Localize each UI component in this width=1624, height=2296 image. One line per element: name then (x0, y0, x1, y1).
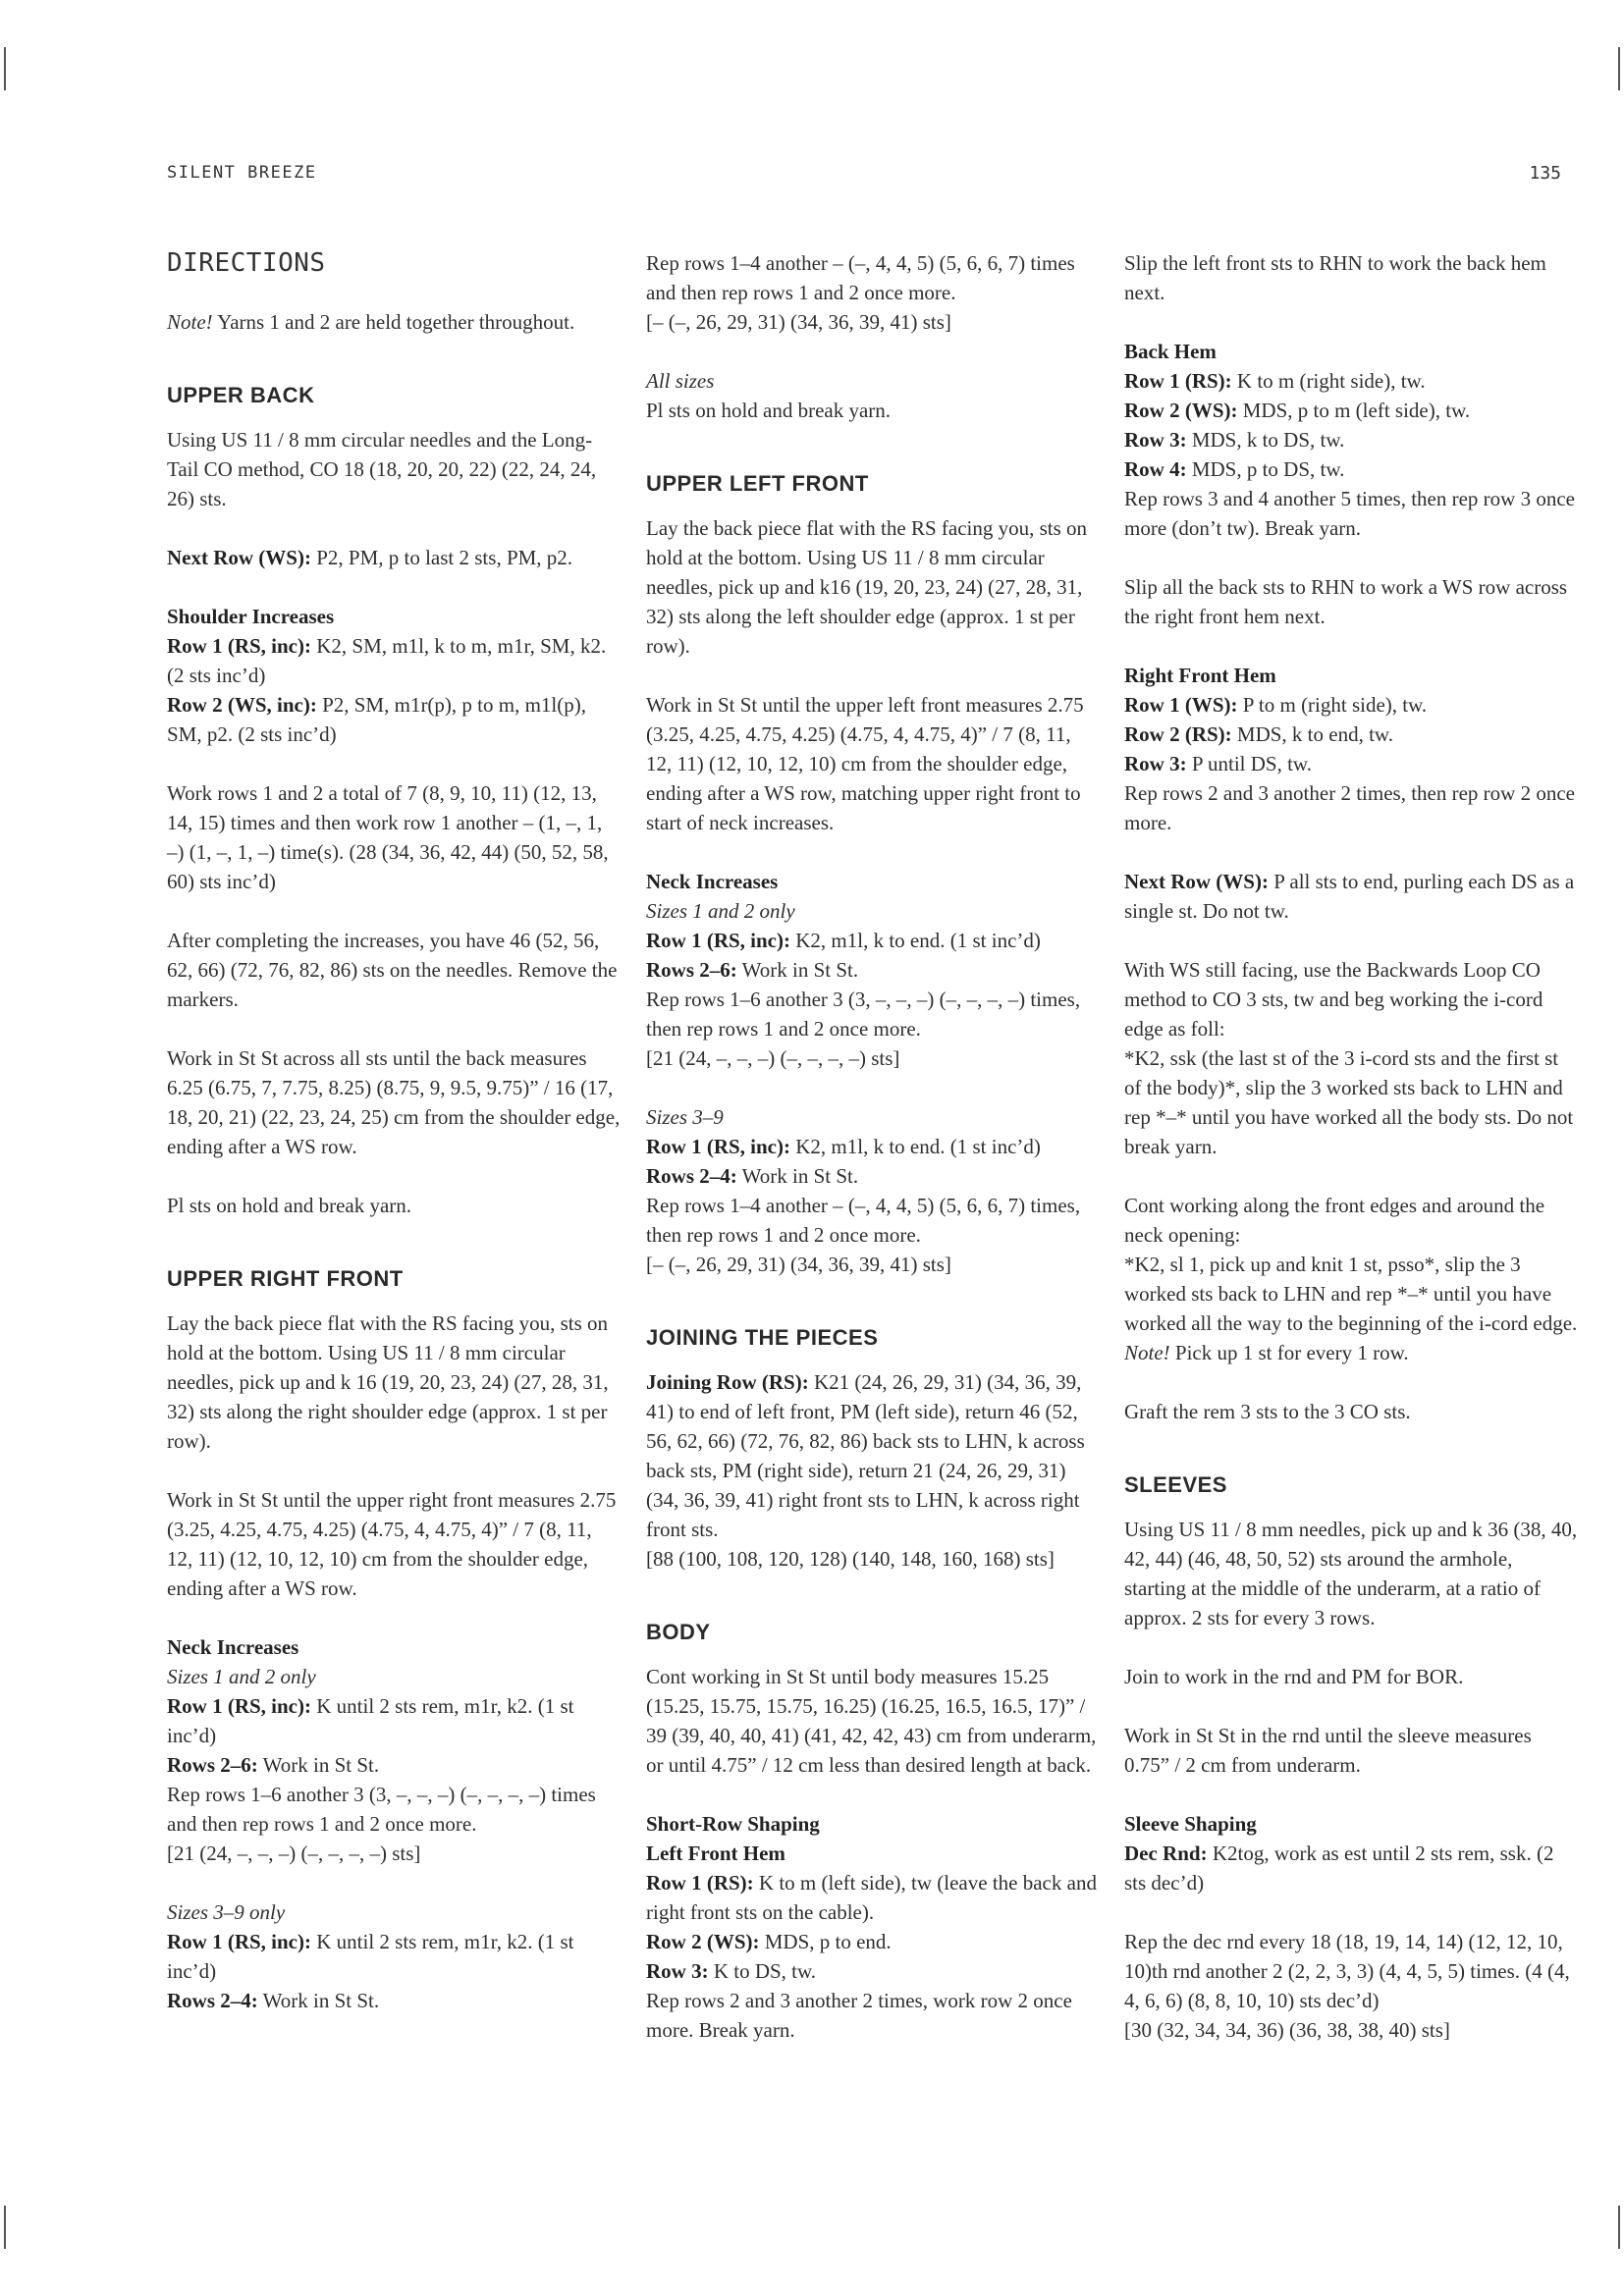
row-label: Row 2 (WS, inc): (167, 693, 317, 717)
short-row-heading: Short-Row Shaping (646, 1812, 820, 1836)
hem-row-3 (1124, 425, 1578, 454)
stitch-count: [30 (32, 34, 34, 36) (36, 38, 38, 40) sts] (1124, 2018, 1450, 2042)
sleeve-shaping (1124, 1809, 1578, 1897)
neck-rows-2-6 (646, 955, 1100, 985)
crop-mark-bottom-right (1618, 2206, 1620, 2249)
row-text: P to m (right side), tw. (1237, 693, 1428, 717)
stitch-count: [88 (100, 108, 120, 128) (140, 148, 160, 168) sts] (646, 1547, 1055, 1571)
icord-repeat: *K2, ssk (the last st of the 3 i-cord sts and the first st of the body)*, slip the 3 worked sts back to LHN and rep *–* until you have worked all the body sts. Do not break yarn. (1124, 1046, 1574, 1158)
neck-increases-heading: Neck Increases (167, 1635, 299, 1659)
row-text: K2, m1l, k to end. (1 st inc’d) (790, 1135, 1041, 1158)
ulf-measure: Work in St St until the upper left front measures 2.75 (3.25, 4.25, 4.75, 4.25) (4.75, 4, 4.75, 4)” / 7 (8, 11, 12, 11) (12, 10, 12, 10) cm from the shoulder edge, ending after a WS row, matching upper right front to start of neck increases. (646, 693, 1084, 834)
row-text: K until 2 sts rem, m1r, k2. (1 st inc’d) (167, 1930, 574, 1983)
row-text: Work in St St. (257, 1989, 380, 2012)
note-label: Note! (1124, 1341, 1170, 1364)
row-label: Row 1 (RS, inc): (646, 1135, 790, 1158)
upper-back-heading: UPPER BACK (167, 383, 315, 407)
slip-left-front: Slip the left front sts to RHN to work the back hem next. (1124, 251, 1546, 304)
upper-right-front-heading: UPPER RIGHT FRONT (167, 1266, 404, 1291)
joining-heading: JOINING THE PIECES (646, 1325, 879, 1350)
neck-row-1 (167, 1691, 621, 1750)
all-sizes (646, 366, 1100, 425)
left-front-hem-heading: Left Front Hem (646, 1842, 785, 1865)
slip-back: Slip all the back sts to RHN to work a WS row across the right front hem next. (1124, 575, 1568, 628)
urf-continued (646, 248, 1100, 337)
row-label: Row 3: (1124, 428, 1187, 452)
row-label: Joining Row (RS): (646, 1370, 809, 1394)
row-label: Row 2 (WS): (1124, 399, 1238, 422)
body-heading: BODY (646, 1620, 711, 1644)
urf-sizes-3-9 (167, 1897, 621, 2015)
row-label: Rows 2–6: (646, 958, 737, 982)
pickup-note (1124, 1338, 1578, 1367)
neck-row-1 (167, 1927, 621, 1986)
icord-setup: With WS still facing, use the Backwards Loop CO method to CO 3 sts, tw and beg working the i-cord edge as foll: (1124, 958, 1543, 1041)
sleeves-heading: SLEEVES (1124, 1472, 1227, 1497)
upper-left-front-heading: UPPER LEFT FRONT (646, 471, 869, 496)
back-hem-heading: Back Hem (1124, 340, 1217, 363)
body-measure: Cont working in St St until body measures 15.25 (15.25, 15.75, 15.75, 16.25) (16.25, 16.5, 16.5, 17)” / 39 (39, 40, 40, 41) (41, 42, 42, 43) cm from underarm, or until 4.75” / 12 cm less than desired length at back. (646, 1665, 1097, 1777)
row-text: K2, m1l, k to end. (1 st inc’d) (790, 929, 1041, 952)
neck-edge (1124, 1191, 1578, 1367)
shoulder-increases-heading: Shoulder Increases (167, 605, 335, 628)
dec-round (1124, 1839, 1578, 1897)
hem-row-2 (1124, 720, 1578, 749)
running-head: SILENT BREEZE (167, 163, 317, 183)
neck-rows-2-6 (167, 1750, 621, 1780)
hem-row-1 (1124, 366, 1578, 396)
row-label: Row 1 (RS): (1124, 369, 1232, 393)
row-text: P2, SM, m1r(p), p to m, m1l(p), SM, p2. (2 sts inc’d) (167, 693, 586, 746)
sizes-label: Sizes 1 and 2 only (167, 1665, 316, 1688)
row-text: P all sts to end, purling each DS as a single st. Do not tw. (1124, 870, 1575, 923)
crop-mark-top-left (4, 47, 6, 90)
row-label: Row 1 (RS, inc): (646, 929, 790, 952)
hold-text: Pl sts on hold and break yarn. (646, 399, 892, 422)
row-label: Row 1 (RS, inc): (167, 1930, 311, 1953)
hem-row-2 (646, 1927, 1100, 1956)
sleeve-repeat (1124, 1927, 1578, 2045)
neck-row-1 (646, 1132, 1100, 1161)
row-text: K2, SM, m1l, k to m, m1r, SM, k2. (2 sts inc’d) (167, 634, 607, 687)
directions-heading: DIRECTIONS (167, 248, 326, 278)
row-label: Rows 2–4: (646, 1164, 737, 1188)
neck-rows-2-4 (167, 1986, 621, 2015)
back-hem (1124, 337, 1578, 543)
icord-edge (1124, 955, 1578, 1161)
ulf-pick-up: Lay the back piece flat with the RS facing you, sts on hold at the bottom. Using US 11 / 8 mm circular needles, pick up and k16 (19, 20, 23, 24) (27, 28, 31, 32) sts along the left shoulder edge (approx. 1 st per row). (646, 516, 1088, 658)
row-label: Rows 2–4: (167, 1989, 258, 2012)
row-text: Work in St St. (736, 1164, 859, 1188)
neck-row-1 (646, 926, 1100, 955)
sizes-label: Sizes 3–9 (646, 1105, 724, 1129)
row-text: P until DS, tw. (1186, 752, 1312, 775)
shoulder-increases (167, 602, 621, 749)
row-label: Row 1 (RS): (646, 1871, 754, 1895)
dec-repeat: Rep the dec rnd every 18 (18, 19, 14, 14) (12, 12, 10, 10)th rnd another 2 (2, 2, 3, 3) (4, 4, 5, 5) times. (4 (4, 4, 6, 6) (8, 8, 10, 10) sts dec’d) (1124, 1930, 1570, 2012)
row-text: K to m (right side), tw. (1231, 369, 1426, 393)
sizes-label: Sizes 3–9 only (167, 1900, 286, 1924)
row-label: Row 3: (1124, 752, 1187, 775)
shoulder-row-2 (167, 690, 621, 749)
stitch-count: [– (–, 26, 29, 31) (34, 36, 39, 41) sts] (646, 1253, 951, 1276)
note-text: Yarns 1 and 2 are held together throughout. (212, 310, 575, 334)
row-text: MDS, p to DS, tw. (1186, 457, 1345, 481)
neck-increases-heading: Neck Increases (646, 870, 779, 893)
sleeve-shaping-heading: Sleeve Shaping (1124, 1812, 1257, 1836)
sleeve-join: Join to work in the rnd and PM for BOR. (1124, 1665, 1464, 1688)
row-label: Row 3: (646, 1959, 709, 1983)
stitch-count: [– (–, 26, 29, 31) (34, 36, 39, 41) sts] (646, 310, 951, 334)
urf-neck-increases (167, 1632, 621, 1868)
upper-back-stitch-count: After completing the increases, you have 46 (52, 56, 62, 66) (72, 76, 82, 86) sts on the needles. Remove the markers. (167, 929, 618, 1011)
upper-back-repeat: Work rows 1 and 2 a total of 7 (8, 9, 10, 11) (12, 13, 14, 15) times and then work row 1 another – (1, –, 1, –) (1, –, 1, –) time(s). (28 (34, 36, 42, 44) (50, 52, 58, 60) sts inc’d) (167, 781, 609, 893)
row-label: Row 4: (1124, 457, 1187, 481)
row-text: MDS, k to DS, tw. (1186, 428, 1345, 452)
row-text: MDS, p to end. (759, 1930, 892, 1953)
column-3 (1124, 248, 1578, 2074)
column-1 (167, 248, 621, 2045)
row-label: Next Row (WS): (1124, 870, 1269, 893)
yarn-note (167, 307, 621, 337)
row-text: K2tog, work as est until 2 sts rem, ssk. (2 sts dec’d) (1124, 1842, 1554, 1895)
sleeve-pick-up: Using US 11 / 8 mm needles, pick up and k 36 (38, 40, 42, 44) (46, 48, 50, 52) sts around the armhole, starting at the middle of the underarm, at a ratio of approx. 2 sts for every 3 rows. (1124, 1518, 1578, 1629)
neck-edge-intro: Cont working along the front edges and around the neck opening: (1124, 1194, 1545, 1247)
note-text: Pick up 1 st for every 1 row. (1169, 1341, 1409, 1364)
row-text: MDS, k to end, tw. (1231, 722, 1393, 746)
next-row-text: P2, PM, p to last 2 sts, PM, p2. (310, 546, 573, 569)
row-label: Row 2 (WS): (646, 1930, 760, 1953)
hem-repeat: Rep rows 3 and 4 another 5 times, then rep row 3 once more (don’t tw). Break yarn. (1124, 487, 1575, 540)
row-text: MDS, p to m (left side), tw. (1237, 399, 1471, 422)
repeat-text: Rep rows 1–4 another – (–, 4, 4, 5) (5, 6, 6, 7) times and then rep rows 1 and 2 once more. (646, 251, 1075, 304)
shoulder-row-1 (167, 631, 621, 690)
sizes-label: All sizes (646, 369, 715, 393)
hem-repeat: Rep rows 2 and 3 another 2 times, then rep row 2 once more. (1124, 781, 1575, 834)
stitch-count: [21 (24, –, –, –) (–, –, –, –) sts] (646, 1046, 900, 1070)
row-label: Row 1 (WS): (1124, 693, 1238, 717)
right-front-hem (1124, 661, 1578, 837)
neck-repeat: Rep rows 1–6 another 3 (3, –, –, –) (–, –, –, –) times and then rep rows 1 and 2 once more. (167, 1783, 596, 1836)
hem-row-3 (1124, 749, 1578, 778)
urf-measure: Work in St St until the upper right front measures 2.75 (3.25, 4.25, 4.75, 4.25) (4.75, 4, 4.75, 4)” / 7 (8, 11, 12, 11) (12, 10, 12, 10) cm from the shoulder edge, ending after a WS row. (167, 1488, 617, 1600)
upper-back-cast-on: Using US 11 / 8 mm circular needles and the Long-Tail CO method, CO 18 (18, 20, 20, 22) (22, 24, 24, 26) sts. (167, 428, 597, 510)
page-number: 135 (1529, 163, 1561, 184)
row-text: K21 (24, 26, 29, 31) (34, 36, 39, 41) to end of left front, PM (left side), return 46 (52, 56, 62, 66) (72, 76, 82, 86) back sts to LHN, k across back sts, PM (right side), return 21 (24, 26, 29, 31) (34, 36, 39, 41) right front sts to LHN, k across right front sts. (646, 1370, 1085, 1541)
crop-mark-top-right (1618, 47, 1620, 90)
neck-repeat: Rep rows 1–6 another 3 (3, –, –, –) (–, –, –, –) times, then rep rows 1 and 2 once more. (646, 988, 1081, 1041)
upper-back-next-row (167, 543, 621, 572)
row-text: K until 2 sts rem, m1r, k2. (1 st inc’d) (167, 1694, 574, 1747)
neck-repeat: Rep rows 1–4 another – (–, 4, 4, 5) (5, 6, 6, 7) times, then rep rows 1 and 2 once more. (646, 1194, 1081, 1247)
joining-row (646, 1367, 1100, 1574)
row-label: Row 1 (RS, inc): (167, 1694, 311, 1718)
row-label: Row 1 (RS, inc): (167, 634, 311, 658)
hem-row-1 (1124, 690, 1578, 720)
ulf-neck-increases (646, 867, 1100, 1073)
row-text: K to DS, tw. (708, 1959, 817, 1983)
next-row-label: Next Row (WS): (167, 546, 311, 569)
hem-row-2 (1124, 396, 1578, 425)
hem-row-4 (1124, 454, 1578, 484)
ulf-sizes-3-9 (646, 1102, 1100, 1279)
row-text: Work in St St. (257, 1753, 380, 1777)
upper-back-hold: Pl sts on hold and break yarn. (167, 1194, 412, 1217)
urf-pick-up: Lay the back piece flat with the RS facing you, sts on hold at the bottom. Using US 11 / 8 mm circular needles, pick up and k 16 (19, 20, 23, 24) (27, 28, 31, 32) sts along the right shoulder edge (approx. 1 st per row). (167, 1311, 609, 1453)
joining-row-text (646, 1367, 1100, 1544)
graft-text: Graft the rem 3 sts to the 3 CO sts. (1124, 1400, 1411, 1423)
stitch-count: [21 (24, –, –, –) (–, –, –, –) sts] (167, 1842, 421, 1865)
sizes-label: Sizes 1 and 2 only (646, 899, 795, 923)
hem-row-1 (646, 1868, 1100, 1927)
right-front-hem-heading: Right Front Hem (1124, 664, 1276, 687)
hem-repeat: Rep rows 2 and 3 another 2 times, work row 2 once more. Break yarn. (646, 1989, 1072, 2042)
neck-rows-2-4 (646, 1161, 1100, 1191)
hem-row-3 (646, 1956, 1100, 1986)
upper-back-measure: Work in St St across all sts until the back measures 6.25 (6.75, 7, 7.75, 8.25) (8.75, 9, 9.5, 9.75)” / 16 (17, 18, 20, 21) (22, 23, 24, 25) cm from the shoulder edge, ending after a WS row. (167, 1046, 621, 1158)
row-label: Row 2 (RS): (1124, 722, 1232, 746)
short-row-shaping (646, 1809, 1100, 2045)
next-row-ws (1124, 867, 1578, 926)
note-label: Note! (167, 310, 213, 334)
row-text: Work in St St. (736, 958, 859, 982)
row-text: K to m (left side), tw (leave the back and right front sts on the cable). (646, 1871, 1097, 1924)
row-label: Dec Rnd: (1124, 1842, 1208, 1865)
column-2 (646, 248, 1100, 2074)
sleeve-measure: Work in St St in the rnd until the sleeve measures 0.75” / 2 cm from underarm. (1124, 1724, 1532, 1777)
neck-edge-repeat: *K2, sl 1, pick up and knit 1 st, psso*, slip the 3 worked sts back to LHN and rep *–* until you have worked all the way to the beginning of the i-cord edge. (1124, 1253, 1578, 1335)
row-label: Rows 2–6: (167, 1753, 258, 1777)
crop-mark-bottom-left (4, 2206, 6, 2249)
